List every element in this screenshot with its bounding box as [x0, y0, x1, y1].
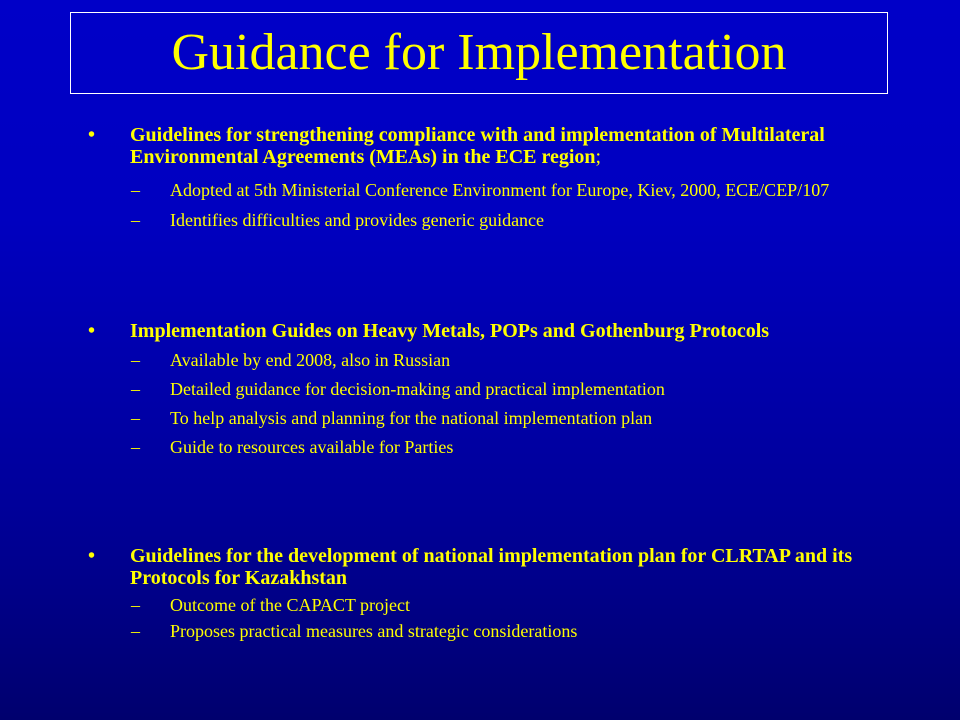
bullet-section-kazakhstan-plan	[0, 545, 960, 641]
sub-item-text: Outcome of the CAPACT project	[170, 595, 410, 615]
sub-item	[0, 595, 870, 615]
bullet-section-guidelines-mea	[0, 124, 960, 230]
bullet-section-implementation-guides	[0, 320, 960, 457]
dash-icon: –	[131, 210, 140, 230]
sub-item	[0, 408, 870, 428]
bullet-heading	[0, 320, 870, 342]
sub-item-text: Detailed guidance for decision-making and practical implementation	[170, 379, 665, 399]
sub-item	[0, 180, 870, 200]
sub-item-text: Guide to resources available for Parties	[170, 437, 454, 457]
sub-item-text: Proposes practical measures and strategic considerations	[170, 621, 578, 641]
sub-item-text: To help analysis and planning for the national implementation plan	[170, 408, 653, 428]
sub-item	[0, 210, 870, 230]
bullet-icon: •	[88, 545, 96, 567]
sub-item	[0, 437, 870, 457]
dash-icon: –	[131, 437, 140, 457]
dash-icon: –	[131, 408, 140, 428]
bullet-heading-text: Guidelines for strengthening compliance with and implementation of Multilateral Environmental Agreements (MEAs) in the ECE region	[130, 124, 825, 168]
dash-icon: –	[131, 595, 140, 615]
sub-item	[0, 621, 870, 641]
slide-title: Guidance for Implementation	[171, 24, 787, 81]
dash-icon: –	[131, 379, 140, 399]
bullet-heading-suffix: ;	[595, 146, 602, 168]
bullet-icon: •	[88, 124, 96, 146]
sub-item	[0, 379, 870, 399]
bullet-icon: •	[88, 320, 96, 342]
bullet-heading	[0, 124, 870, 168]
sub-item-text: Available by end 2008, also in Russian	[170, 350, 451, 370]
dash-icon: –	[131, 350, 140, 370]
bullet-heading-text: Implementation Guides on Heavy Metals, POPs and Gothenburg Protocols	[130, 320, 770, 342]
sub-item-text: Adopted at 5th Ministerial Conference Environment for Europe, Kiev, 2000, ECE/CEP/107	[170, 180, 830, 200]
bullet-heading-text: Guidelines for the development of national implementation plan for CLRTAP and its Protocols for Kazakhstan	[130, 545, 853, 589]
dash-icon: –	[131, 621, 140, 641]
dash-icon: –	[131, 180, 140, 200]
bullet-heading	[0, 545, 870, 589]
sub-item	[0, 350, 870, 370]
sub-item-text: Identifies difficulties and provides generic guidance	[170, 210, 545, 230]
